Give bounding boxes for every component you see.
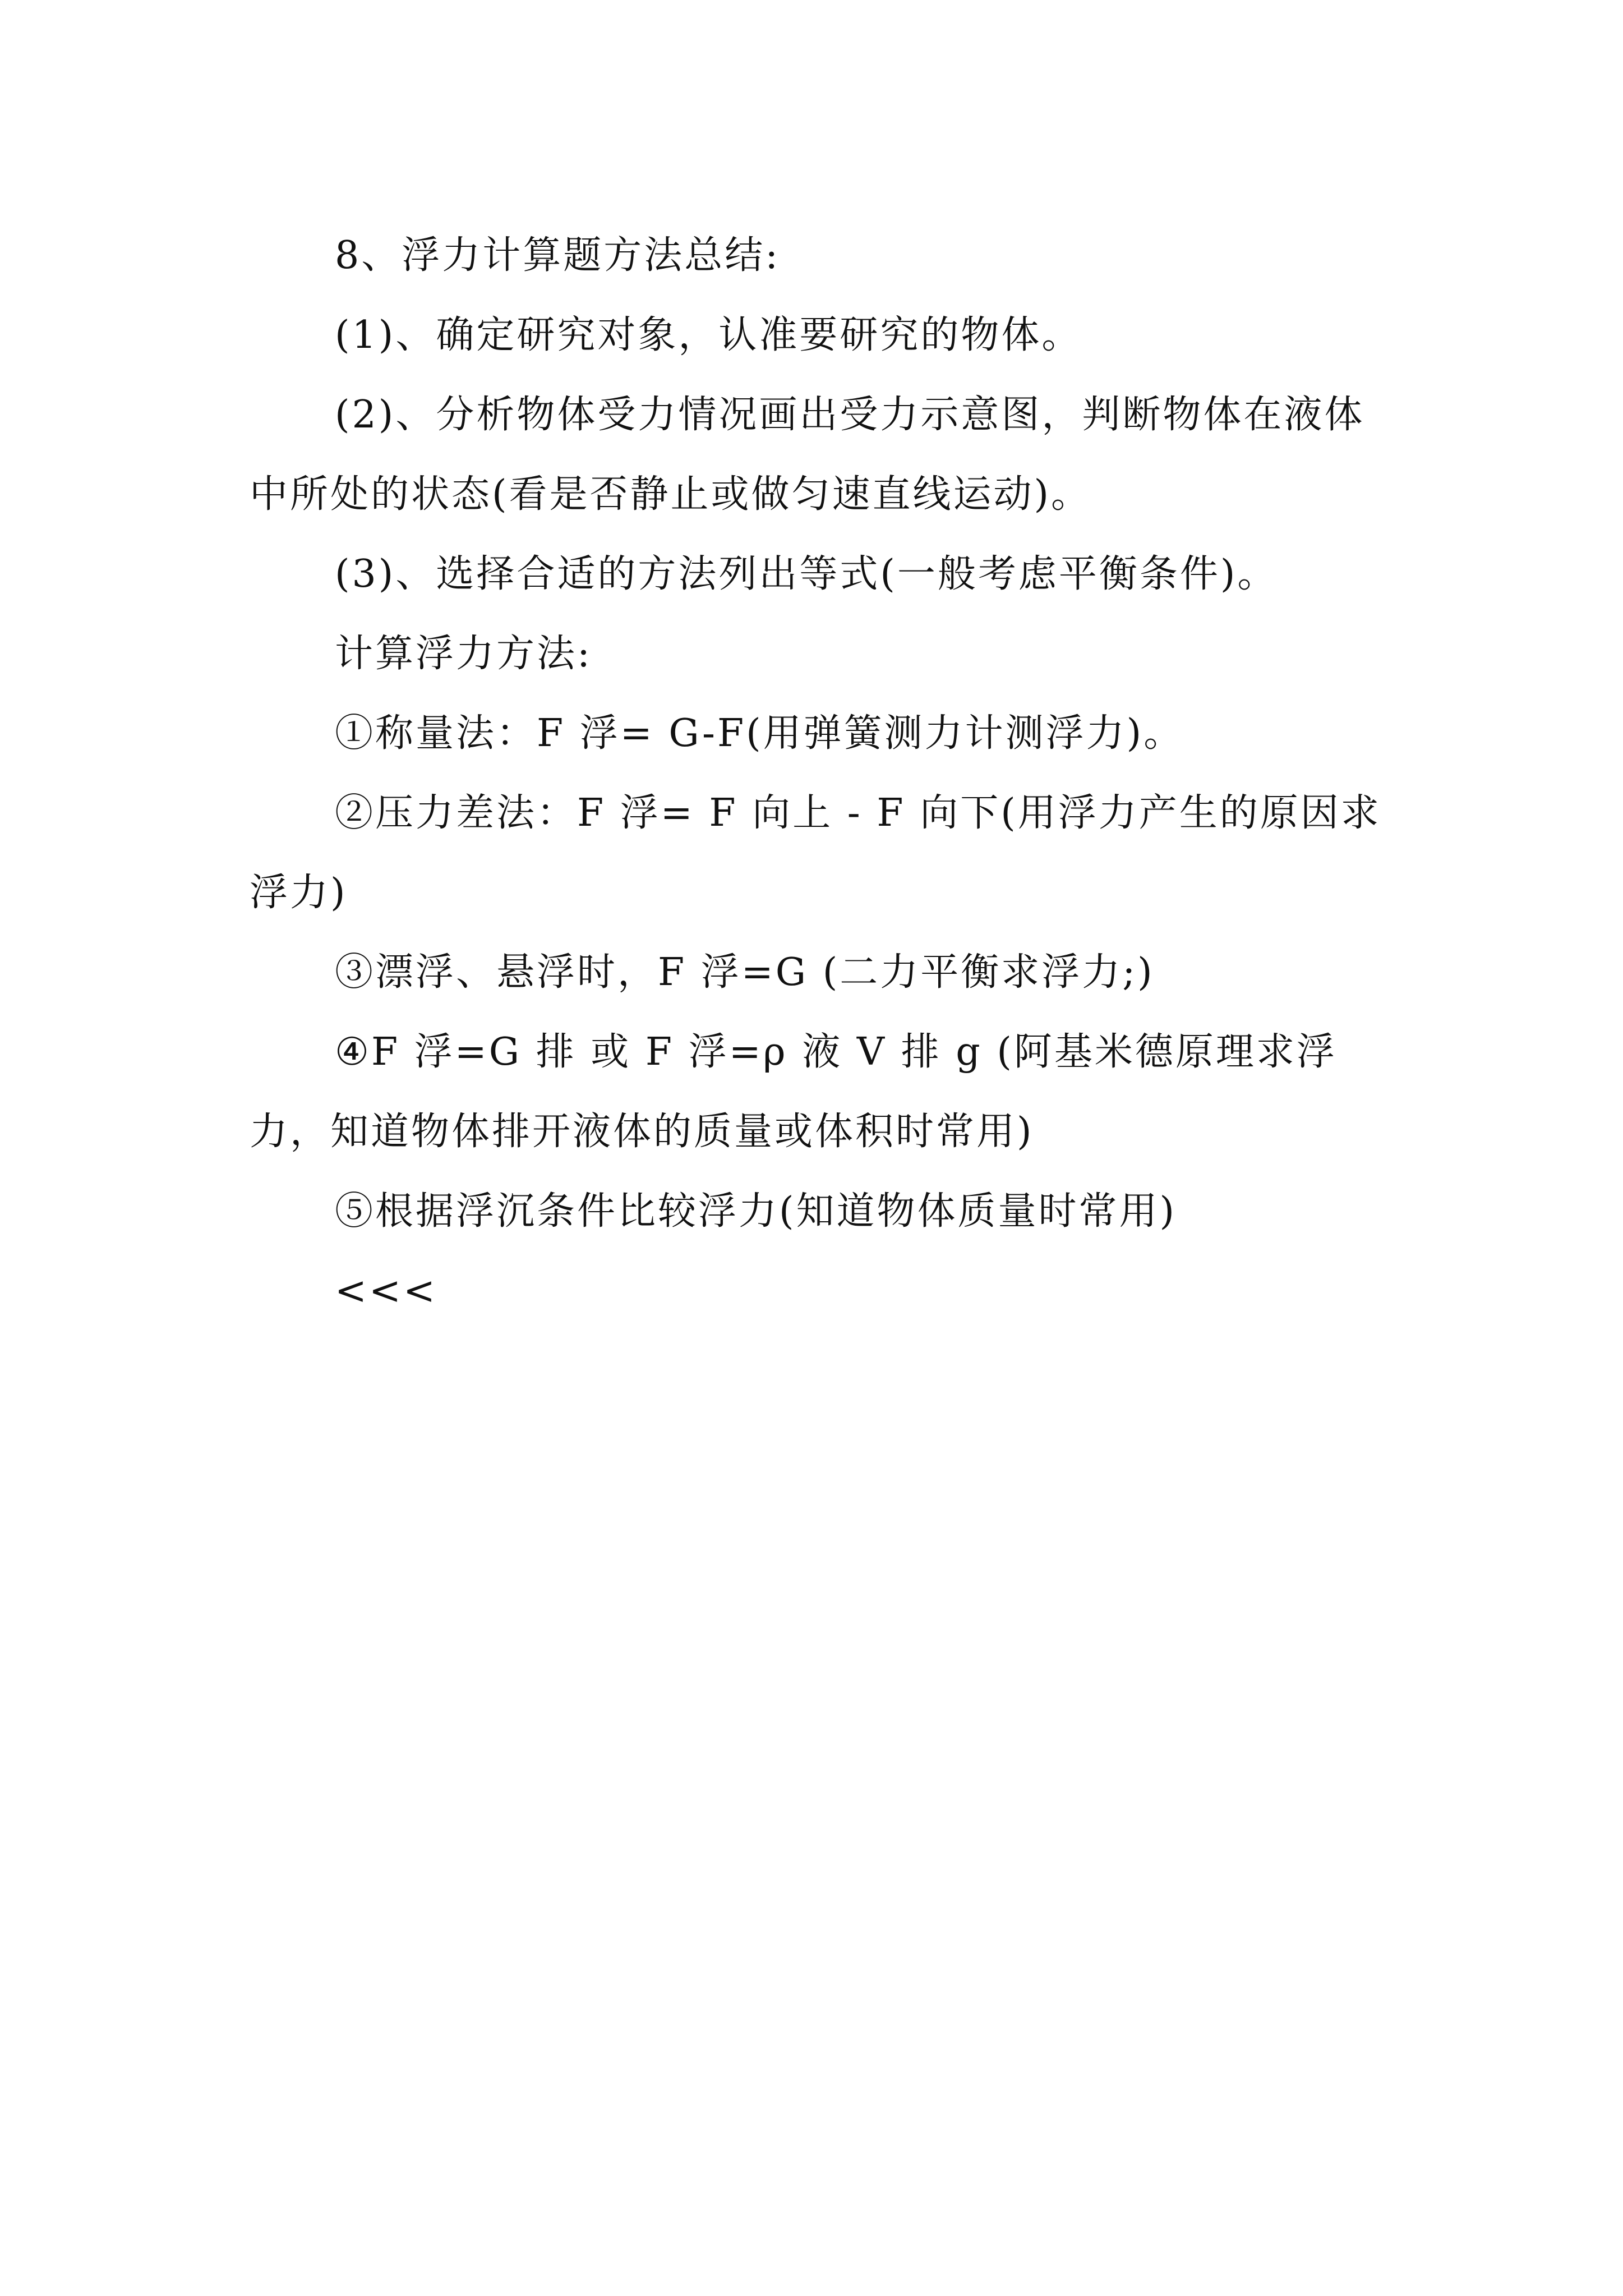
document-body bbox=[250, 216, 1399, 1331]
step-1-paragraph: (1)、确定研究对象，认准要研究的物体。 bbox=[335, 313, 1082, 357]
method-4-paragraph: ④F 浮=G 排 或 F 浮=ρ 液 V 排 g (阿基米德原理求浮力，知道物体排开液体的质量或体积时常用) bbox=[250, 1030, 1337, 1154]
method-5-paragraph: ⑤根据浮沉条件比较浮力(知道物体质量时常用) bbox=[335, 1189, 1177, 1234]
method-3-paragraph: ③漂浮、悬浮时，F 浮=G (二力平衡求浮力;) bbox=[335, 950, 1155, 995]
end-marker: <<< bbox=[335, 1269, 437, 1313]
step-3-paragraph: (3)、选择合适的方法列出等式(一般考虑平衡条件)。 bbox=[335, 552, 1278, 596]
step-2-paragraph: (2)、分析物体受力情况画出受力示意图，判断物体在液体中所处的状态(看是否静止或做匀速直线运动)。 bbox=[250, 393, 1365, 517]
section-heading: 8、浮力计算题方法总结: bbox=[335, 233, 781, 278]
method-2-paragraph: ②压力差法：F 浮= F 向上 - F 向下(用浮力产生的原因求浮力) bbox=[250, 791, 1381, 915]
methods-heading: 计算浮力方法: bbox=[335, 632, 592, 676]
method-1-paragraph: ①称量法：F 浮= G-F(用弹簧测力计测浮力)。 bbox=[335, 711, 1184, 756]
